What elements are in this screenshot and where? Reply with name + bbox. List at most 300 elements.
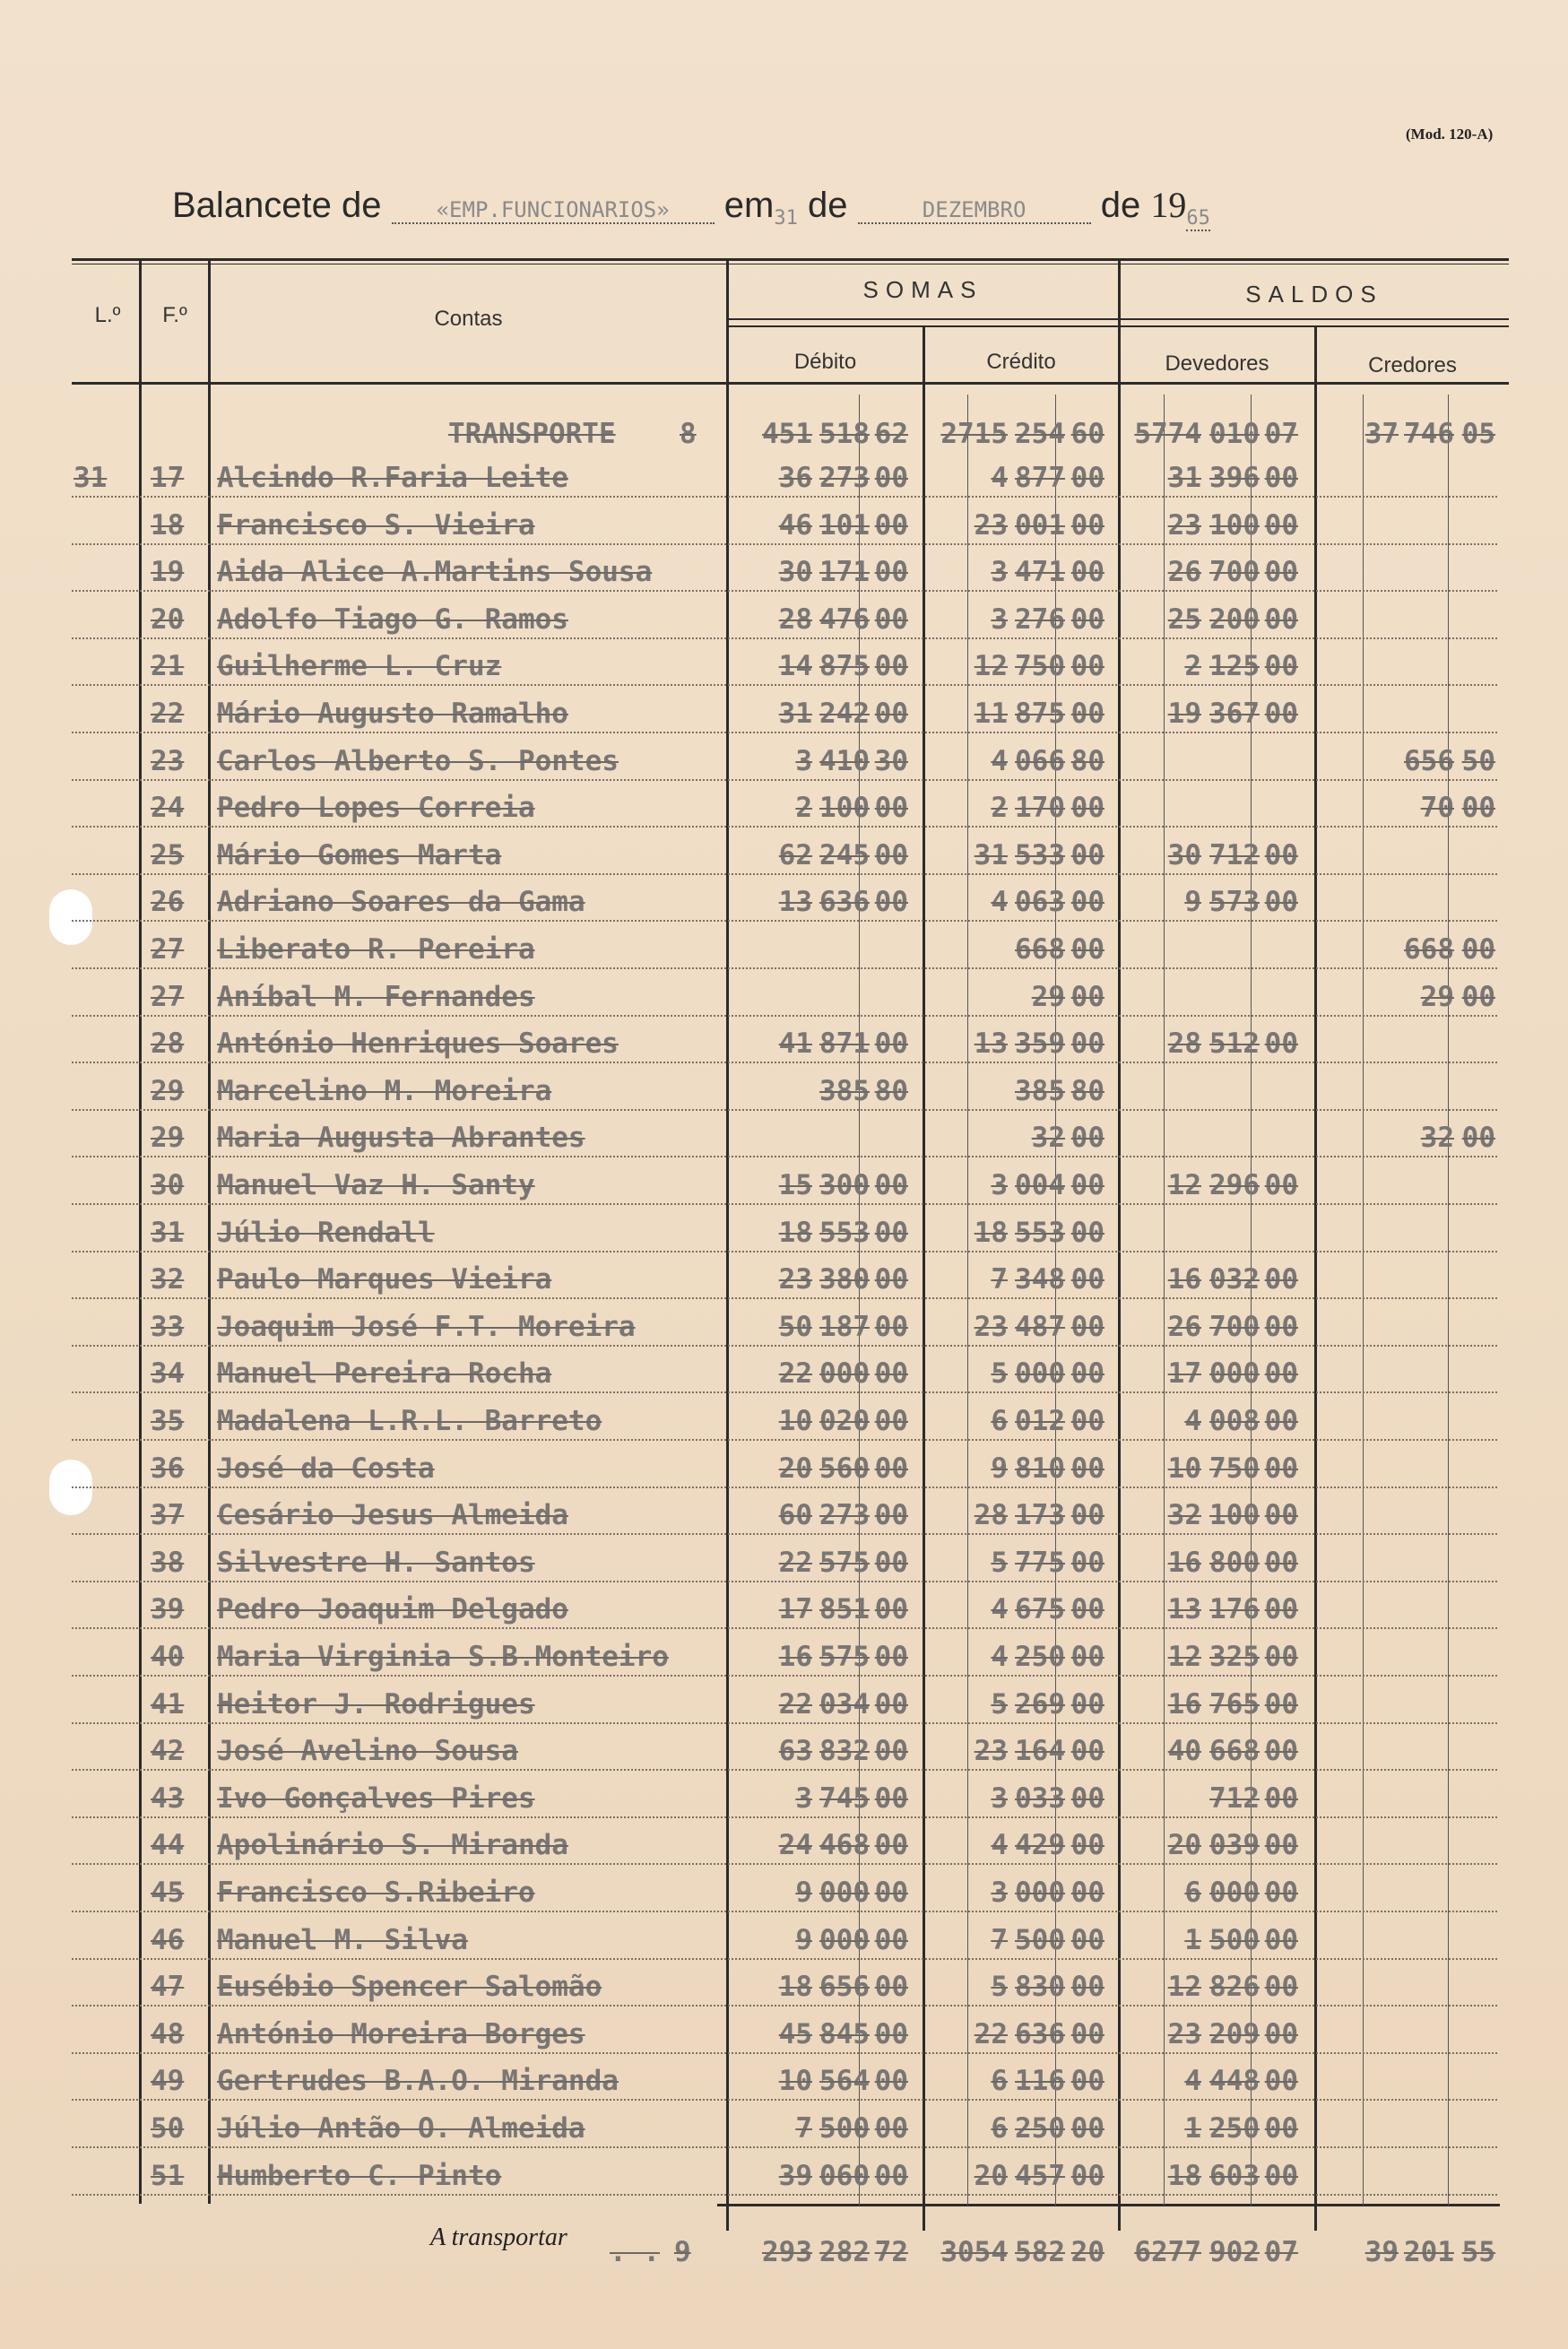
transport-out-lo: 9: [674, 2236, 691, 2268]
row-rule: [72, 1627, 1497, 1629]
row-cre-cent: 00: [1070, 1499, 1105, 1531]
row-deb-mil: 23: [778, 1263, 812, 1296]
row-rule: [72, 967, 1497, 969]
row-conta: Aida Alice A.Martins Sousa: [217, 556, 653, 588]
row-dev-mil: 31: [1167, 462, 1201, 494]
row-deb-mil: 10: [778, 2065, 812, 2097]
row-fo: 17: [151, 462, 185, 494]
row-conta: Humberto C. Pinto: [217, 2160, 502, 2192]
form-code: (Mod. 120-A): [1406, 126, 1494, 143]
row-deb-mil: 10: [778, 1405, 812, 1437]
row-deb-mil: 18: [778, 1217, 812, 1249]
row-dev-mil: 6: [1184, 1877, 1201, 1909]
row-cre-unid: 457: [1015, 2160, 1065, 2192]
row-dev-cent: 00: [1264, 1169, 1298, 1201]
row-fo: 18: [151, 509, 185, 542]
row-cre-mil: 5: [991, 1547, 1008, 1579]
row-deb-cent: 00: [874, 1641, 908, 1673]
row-dev-mil: 23: [1167, 2018, 1201, 2050]
row-conta: Eusébio Spencer Salomão: [217, 1971, 602, 2003]
row-rule: [72, 1533, 1497, 1535]
row-rule: [72, 1203, 1497, 1205]
row-crd-cent: 50: [1461, 745, 1495, 777]
row-cre-unid: 000: [1015, 1877, 1065, 1909]
row-cre-cent: 00: [1070, 1027, 1105, 1060]
row-dev-unid: 800: [1209, 1547, 1260, 1579]
transport-in-cre-cent: 60: [1070, 418, 1105, 450]
row-deb-unid: 871: [819, 1027, 870, 1060]
row-dev-unid: 700: [1209, 556, 1260, 588]
row-cre-mil: 7: [991, 1263, 1008, 1296]
title-de2: de: [1100, 186, 1141, 225]
row-deb-mil: 7: [795, 2112, 812, 2145]
row-deb-mil: 62: [778, 839, 812, 871]
row-dev-cent: 00: [1264, 1547, 1298, 1579]
row-deb-unid: 060: [819, 2160, 870, 2192]
row-rule: [72, 732, 1497, 733]
row-cre-unid: 553: [1015, 1217, 1065, 1249]
row-dev-unid: 712: [1209, 839, 1260, 871]
row-conta: José da Costa: [217, 1452, 435, 1485]
row-deb-cent: 00: [874, 1735, 908, 1767]
title-month: DEZEMBRO: [858, 197, 1091, 224]
row-rule: [72, 1015, 1497, 1017]
row-dev-cent: 00: [1264, 1311, 1298, 1343]
row-cre-cent: 00: [1070, 2112, 1105, 2145]
row-fo: 51: [151, 2160, 185, 2192]
row-deb-cent: 00: [874, 1688, 908, 1721]
row-dev-unid: 712: [1209, 1782, 1260, 1815]
row-cre-cent: 00: [1070, 1169, 1105, 1201]
row-rule: [72, 1487, 1497, 1488]
row-deb-mil: 22: [778, 1547, 812, 1579]
header-fo: F.º: [162, 303, 187, 327]
row-dev-cent: 00: [1264, 2112, 1298, 2145]
row-conta: António Henriques Soares: [217, 1027, 619, 1060]
row-fo: 41: [151, 1688, 185, 1721]
row-cre-cent: 00: [1070, 1782, 1105, 1815]
row-cre-unid: 173: [1015, 1499, 1065, 1531]
row-conta: Carlos Alberto S. Pontes: [217, 745, 619, 777]
row-conta: Guilherme L. Cruz: [217, 650, 502, 682]
row-rule: [72, 873, 1497, 875]
row-deb-cent: 00: [874, 1499, 908, 1531]
row-deb-mil: 28: [778, 603, 812, 636]
row-cre-unid: 063: [1015, 886, 1065, 918]
row-conta: José Avelino Sousa: [217, 1735, 518, 1767]
row-deb-cent: 00: [874, 2018, 908, 2050]
row-cre-mil: 22: [974, 2018, 1008, 2050]
row-rule: [72, 1769, 1497, 1771]
row-deb-cent: 00: [874, 1829, 908, 1861]
row-rule: [72, 1062, 1497, 1063]
row-dev-mil: 32: [1167, 1499, 1201, 1531]
row-deb-cent: 00: [874, 1357, 908, 1390]
transport-out-crd-cent: 55: [1461, 2236, 1495, 2268]
title-day: 31: [774, 207, 798, 230]
row-cre-unid: 001: [1015, 509, 1065, 542]
row-conta: Silvestre H. Santos: [217, 1547, 535, 1579]
row-rule: [72, 2194, 1497, 2196]
row-fo: 31: [151, 1217, 185, 1249]
row-conta: Madalena L.R.L. Barreto: [217, 1405, 602, 1437]
row-deb-unid: 564: [819, 2065, 870, 2097]
row-deb-cent: 00: [874, 1169, 908, 1201]
row-dev-unid: 750: [1209, 1452, 1260, 1485]
row-dev-unid: 500: [1209, 1924, 1260, 1956]
row-deb-mil: 60: [778, 1499, 812, 1531]
row-dev-cent: 00: [1264, 1735, 1298, 1767]
row-cre-mil: 6: [991, 1405, 1008, 1437]
row-dev-unid: 603: [1209, 2160, 1260, 2192]
row-deb-unid: 832: [819, 1735, 870, 1767]
row-dev-mil: 13: [1167, 1593, 1201, 1625]
row-cre-mil: 13: [974, 1027, 1008, 1060]
row-deb-unid: 575: [819, 1547, 870, 1579]
row-cre-cent: 00: [1070, 1547, 1105, 1579]
row-rule: [72, 1297, 1497, 1299]
row-deb-unid: 410: [819, 745, 870, 777]
row-cre-mil: 3: [991, 603, 1008, 636]
row-rule: [72, 1675, 1497, 1677]
row-rule: [72, 1156, 1497, 1157]
row-cre-mil: 4: [991, 1829, 1008, 1861]
row-dev-unid: 200: [1209, 603, 1260, 636]
row-cre-cent: 00: [1070, 1688, 1105, 1721]
row-cre-mil: 4: [991, 745, 1008, 777]
row-deb-unid: 000: [819, 1924, 870, 1956]
row-crd-cent: 00: [1461, 933, 1495, 966]
header-mid-rule-2: [726, 325, 1509, 327]
row-dev-unid: 000: [1209, 1357, 1260, 1390]
sub-column-line: [1363, 394, 1364, 2206]
transport-in-lo: 8: [680, 418, 697, 450]
row-conta: Heitor J. Rodrigues: [217, 1688, 535, 1721]
title-entity-field: [392, 197, 715, 224]
row-conta: Francisco S. Vieira: [217, 509, 535, 542]
row-cre-unid: 487: [1015, 1311, 1065, 1343]
row-cre-mil: 4: [991, 886, 1008, 918]
row-cre-cent: 00: [1070, 1122, 1105, 1154]
row-conta: Manuel Pereira Rocha: [217, 1357, 552, 1390]
row-deb-cent: 00: [874, 1593, 908, 1625]
row-cre-cent: 00: [1070, 462, 1105, 494]
row-cre-mil: 4: [991, 1641, 1008, 1673]
row-cre-unid: 636: [1015, 2018, 1065, 2050]
transport-out-crd-mil: 39: [1364, 2236, 1399, 2268]
row-dev-unid: 573: [1209, 886, 1260, 918]
row-rule: [72, 496, 1497, 498]
row-dev-mil: 16: [1167, 1547, 1201, 1579]
row-deb-unid: 656: [819, 1971, 870, 2003]
row-deb-mil: 41: [778, 1027, 812, 1060]
row-deb-mil: 14: [778, 650, 812, 682]
row-deb-unid: 245: [819, 839, 870, 871]
row-cre-cent: 00: [1070, 698, 1105, 730]
row-deb-mil: 39: [778, 2160, 812, 2192]
row-cre-cent: 00: [1070, 1971, 1105, 2003]
row-cre-cent: 00: [1070, 1924, 1105, 1956]
row-cre-unid: 668: [1015, 933, 1065, 966]
col-line-devedores: [1314, 327, 1317, 2231]
row-dev-cent: 00: [1264, 2018, 1298, 2050]
row-dev-unid: 039: [1209, 1829, 1260, 1861]
row-rule: [72, 637, 1497, 639]
row-conta: Manuel M. Silva: [217, 1924, 468, 1956]
row-fo: 19: [151, 556, 185, 588]
row-conta: Pedro Joaquim Delgado: [217, 1593, 568, 1625]
row-fo: 28: [151, 1027, 185, 1060]
transport-out-dev-mil: 6277: [1134, 2236, 1201, 2268]
row-deb-unid: 553: [819, 1217, 870, 1249]
row-deb-mil: 17: [778, 1593, 812, 1625]
row-deb-mil: 31: [778, 698, 812, 730]
row-cre-cent: 00: [1070, 1735, 1105, 1767]
row-deb-unid: 171: [819, 556, 870, 588]
row-dev-cent: 00: [1264, 462, 1298, 494]
row-cre-cent: 00: [1070, 650, 1105, 682]
row-fo: 29: [151, 1075, 185, 1107]
row-dev-unid: 100: [1209, 509, 1260, 542]
row-cre-unid: 775: [1015, 1547, 1065, 1579]
row-crd-unid: 70: [1420, 792, 1454, 824]
row-cre-unid: 429: [1015, 1829, 1065, 1861]
row-deb-cent: 00: [874, 1405, 908, 1437]
row-cre-cent: 00: [1070, 2065, 1105, 2097]
header-debito: Débito: [793, 350, 857, 374]
row-dev-mil: 12: [1167, 1169, 1201, 1201]
row-deb-cent: 00: [874, 1971, 908, 2003]
row-cre-unid: 250: [1015, 1641, 1065, 1673]
row-dev-unid: 000: [1209, 1877, 1260, 1909]
row-cre-unid: 066: [1015, 745, 1065, 777]
header-top-rule: [72, 258, 1509, 261]
row-fo: 44: [151, 1829, 185, 1861]
row-cre-mil: 2: [991, 792, 1008, 824]
row-cre-unid: 32: [1031, 1122, 1065, 1154]
row-deb-mil: 15: [778, 1169, 812, 1201]
row-deb-cent: 00: [874, 1217, 908, 1249]
row-dev-mil: 4: [1184, 2065, 1201, 2097]
transport-in-dev-unid: 010: [1209, 418, 1260, 450]
row-dev-mil: 16: [1167, 1263, 1201, 1296]
row-deb-mil: 3: [795, 1782, 812, 1815]
transport-in-dev-mil: 5774: [1134, 418, 1201, 450]
row-conta: Adolfo Tiago G. Ramos: [217, 603, 568, 636]
row-dev-cent: 00: [1264, 886, 1298, 918]
row-deb-unid: 000: [819, 1357, 870, 1390]
transport-out-deb-cent: 72: [874, 2236, 908, 2268]
row-fo: 29: [151, 1122, 185, 1154]
row-deb-unid: 273: [819, 462, 870, 494]
row-fo: 50: [151, 2112, 185, 2145]
row-cre-unid: 276: [1015, 603, 1065, 636]
row-cre-cent: 00: [1070, 886, 1105, 918]
header-credito: Crédito: [986, 350, 1056, 374]
row-dev-cent: 00: [1264, 556, 1298, 588]
row-conta: Apolinário S. Miranda: [217, 1829, 568, 1861]
title-close-quote: »: [656, 197, 670, 222]
row-deb-cent: 00: [874, 886, 908, 918]
row-cre-mil: 3: [991, 1877, 1008, 1909]
transport-in-cre-mil: 2715: [940, 418, 1008, 450]
row-deb-unid: 380: [819, 1263, 870, 1296]
row-cre-mil: 4: [991, 462, 1008, 494]
row-dev-unid: 250: [1209, 2112, 1260, 2145]
row-cre-mil: 12: [974, 650, 1008, 682]
row-dev-mil: 1: [1184, 2112, 1201, 2145]
row-deb-unid: 851: [819, 1593, 870, 1625]
transport-in-deb-mil: 451: [762, 418, 812, 450]
row-dev-mil: 26: [1167, 556, 1201, 588]
row-dev-cent: 00: [1264, 1924, 1298, 1956]
page-title: [172, 184, 1210, 230]
row-conta: Marcelino M. Moreira: [217, 1075, 552, 1107]
row-fo: 32: [151, 1263, 185, 1296]
header-credores: Credores: [1368, 353, 1457, 377]
row-conta: Joaquim José F.T. Moreira: [217, 1311, 636, 1343]
row-cre-unid: 170: [1015, 792, 1065, 824]
row-cre-unid: 830: [1015, 1971, 1065, 2003]
row-dev-mil: 12: [1167, 1971, 1201, 2003]
row-fo: 46: [151, 1924, 185, 1956]
row-dev-cent: 00: [1264, 1499, 1298, 1531]
row-dev-mil: 28: [1167, 1027, 1201, 1060]
row-cre-mil: 23: [974, 1735, 1008, 1767]
transport-in-cre-unid: 254: [1015, 418, 1065, 450]
row-deb-cent: 00: [874, 650, 908, 682]
row-dev-unid: 032: [1209, 1263, 1260, 1296]
row-rule: [72, 920, 1497, 922]
row-deb-unid: 476: [819, 603, 870, 636]
row-deb-mil: 18: [778, 1971, 812, 2003]
row-cre-unid: 269: [1015, 1688, 1065, 1721]
row-cre-mil: 20: [974, 2160, 1008, 2192]
row-rule: [72, 2099, 1497, 2101]
row-rule: [72, 1251, 1497, 1253]
row-rule: [72, 1345, 1497, 1347]
row-deb-unid: 468: [819, 1829, 870, 1861]
header-contas: Contas: [434, 307, 503, 331]
row-rule: [72, 2052, 1497, 2054]
row-fo: 25: [151, 839, 185, 871]
sub-column-line: [1448, 394, 1449, 2206]
row-crd-cent: 00: [1461, 1122, 1495, 1154]
row-fo: 21: [151, 650, 185, 682]
row-dev-unid: 296: [1209, 1169, 1260, 1201]
transport-in-dev-cent: 07: [1264, 418, 1298, 450]
row-cre-unid: 750: [1015, 650, 1065, 682]
row-conta: Francisco S.Ribeiro: [217, 1877, 535, 1909]
transport-in-crd-mil: 37: [1364, 418, 1399, 450]
row-cre-cent: 80: [1070, 745, 1105, 777]
row-rule: [72, 1722, 1497, 1724]
row-dev-mil: 40: [1167, 1735, 1201, 1767]
row-deb-mil: 13: [778, 886, 812, 918]
row-deb-unid: 636: [819, 886, 870, 918]
row-dev-cent: 00: [1264, 1405, 1298, 1437]
row-conta: António Moreira Borges: [217, 2018, 585, 2050]
row-deb-unid: 242: [819, 698, 870, 730]
row-deb-mil: 50: [778, 1311, 812, 1343]
row-dev-cent: 00: [1264, 1971, 1298, 2003]
row-dev-mil: 20: [1167, 1829, 1201, 1861]
row-rule: [72, 1911, 1497, 1912]
row-deb-cent: 00: [874, 603, 908, 636]
row-dev-unid: 367: [1209, 698, 1260, 730]
row-cre-mil: 23: [974, 509, 1008, 542]
row-crd-cent: 00: [1461, 981, 1495, 1013]
row-deb-unid: 575: [819, 1641, 870, 1673]
row-cre-unid: 116: [1015, 2065, 1065, 2097]
row-cre-mil: 3: [991, 556, 1008, 588]
row-deb-unid: 745: [819, 1782, 870, 1815]
title-year-suffix: 65: [1186, 207, 1210, 230]
row-dev-mil: 17: [1167, 1357, 1201, 1390]
row-fo: 45: [151, 1877, 185, 1909]
row-deb-cent: 00: [874, 1547, 908, 1579]
row-cre-unid: 359: [1015, 1027, 1065, 1060]
row-conta: Pedro Lopes Correia: [217, 792, 535, 824]
row-conta: Gertrudes B.A.O. Miranda: [217, 2065, 619, 2097]
transport-in-crd-cent: 05: [1461, 418, 1495, 450]
row-cre-mil: 11: [974, 698, 1008, 730]
row-cre-cent: 00: [1070, 1405, 1105, 1437]
row-cre-unid: 29: [1031, 981, 1065, 1013]
row-conta: Mário Augusto Ramalho: [217, 698, 568, 730]
header-devedores: Devedores: [1165, 351, 1269, 376]
row-rule: [72, 1863, 1497, 1865]
transport-out-dev-unid: 902: [1209, 2236, 1260, 2268]
row-dev-unid: 209: [1209, 2018, 1260, 2050]
row-rule: [72, 2146, 1497, 2148]
transport-out-cre-cent: 20: [1070, 2236, 1105, 2268]
row-cre-unid: 500: [1015, 1924, 1065, 1956]
row-deb-mil: 9: [795, 1877, 812, 1909]
row-rule: [72, 779, 1497, 781]
row-rule: [72, 1958, 1497, 1960]
row-dev-cent: 00: [1264, 1688, 1298, 1721]
row-dev-mil: 10: [1167, 1452, 1201, 1485]
row-deb-mil: 2: [795, 792, 812, 824]
row-cre-cent: 00: [1070, 981, 1105, 1013]
row-cre-unid: 675: [1015, 1593, 1065, 1625]
row-fo: 48: [151, 2018, 185, 2050]
row-deb-cent: 00: [874, 1027, 908, 1060]
row-cre-unid: 877: [1015, 462, 1065, 494]
row-dev-cent: 00: [1264, 2065, 1298, 2097]
row-cre-mil: 31: [974, 839, 1008, 871]
row-dev-mil: 12: [1167, 1641, 1201, 1673]
row-dev-mil: 18: [1167, 2160, 1201, 2192]
header-somas: SOMAS: [862, 276, 983, 303]
row-crd-unid: 32: [1420, 1122, 1454, 1154]
row-rule: [72, 1816, 1497, 1818]
row-deb-mil: 24: [778, 1829, 812, 1861]
row-fo: 38: [151, 1547, 185, 1579]
header-saldos: SALDOS: [1245, 281, 1383, 308]
row-deb-cent: 00: [874, 1924, 908, 1956]
row-cre-unid: 385: [1015, 1075, 1065, 1107]
row-cre-unid: 533: [1015, 839, 1065, 871]
row-deb-cent: 00: [874, 792, 908, 824]
punch-hole-top: [49, 889, 92, 945]
row-dev-cent: 00: [1264, 1357, 1298, 1390]
row-dev-cent: 00: [1264, 839, 1298, 871]
row-deb-unid: 273: [819, 1499, 870, 1531]
row-fo: 27: [151, 933, 185, 966]
row-cre-mil: 3: [991, 1169, 1008, 1201]
